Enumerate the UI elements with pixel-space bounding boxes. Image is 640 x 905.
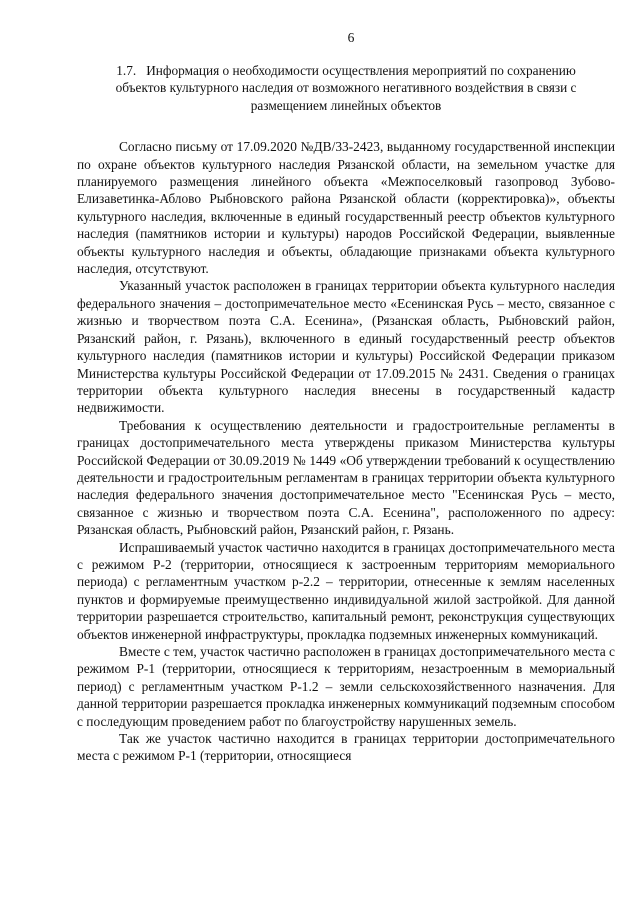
paragraph-continued: Так же участок частично находится в границах территории достопримечательного места с режимом Р-1 (территории, относящиеся: [77, 731, 615, 764]
paragraph-regime-r2: Испрашиваемый участок частично находится в границах достопримечательного места с режимом Р-2 (территории, относящиеся к застроенным территориям мемориального периода) с регламентным участком р-2.2 – территории, отнесенные к землям населенных пунктов и формируемые преимущественно индивидуальной жилой застройкой. Для данной территории разрешается строительство, капитальный ремонт, реконструкция существующих объектов инженерной инфраструктуры, прокладка подземных инженерных коммуникаций.: [77, 539, 615, 642]
paragraph-regime-r1: Вместе с тем, участок частично расположен в границах достопримечательного места с режимом Р-1 (территории, относящиеся к территориям, незастроенным в мемориальный период) с регламентным участком Р-1.2 – земли сельскохозяйственного назначения. Для данной территории разрешается прокладка инженерных коммуникаций подземным способом с последующим проведением работ по благоустройству нарушенных земель.: [77, 644, 615, 729]
page-number: 6: [347, 30, 355, 45]
paragraph-territory-location: Указанный участок расположен в границах территории объекта культурного наследия федерального значения – достопримечательное место «Есенинская Русь – место, связанное с жизнью и творчеством поэта С.А. Есенина», (Рязанская область, Рыбновский район, Рязанский район, г. Рязань), включенного в единый государственный реестр объектов культурного наследия (памятников истории и культуры) Российской Федерации приказом Министерства культуры Российской Федерации от 17.09.2015 № 2431. Сведения о границах территории объекта культурного наследия внесены в государственный кадастр недвижимости.: [77, 278, 615, 416]
paragraph-requirements: Требования к осуществлению деятельности и градостроительные регламенты в границах достопримечательного места утверждены приказом Министерства культуры Российской Федерации от 30.09.2019 № 1449 «Об утверждении требований к осуществлению деятельности и градостроительным регламентам в границах территории объекта культурного наследия федерального значения достопримечательное место "Есенинская Русь – место, связанное с жизнью и творчеством поэта С.А. Есенина", расположенного по адресу: Рязанская область, Рыбновский район, Рязанский район, г. Рязань.: [77, 417, 615, 538]
section-number: 1.7.: [116, 63, 137, 78]
paragraph-letter-reference: Согласно письму от 17.09.2020 №ДВ/33-2423, выданному государственной инспекции по охране объектов культурного наследия Рязанской области, на земельном участке для планируемого размещения линейного объекта «Межпоселковый газопровод Зубово-Елизаветинка-Аблово Рыбновского района Рязанской области (корректировка)», объекты культурного наследия, включенные в единый государственный реестр объектов культурного наследия (памятников истории и культуры) народов Российской Федерации, выявленные объекты культурного наследия и объекты, обладающие признаками объекта культурного наследия, отсутствуют.: [77, 139, 615, 277]
document-page: [77, 30, 615, 765]
section-title: Информация о необходимости осуществления мероприятий по сохранению объектов культурного наследия от возможного негативного воздействия в связи с размещением линейных объектов: [115, 63, 577, 113]
section-heading: [77, 62, 615, 114]
